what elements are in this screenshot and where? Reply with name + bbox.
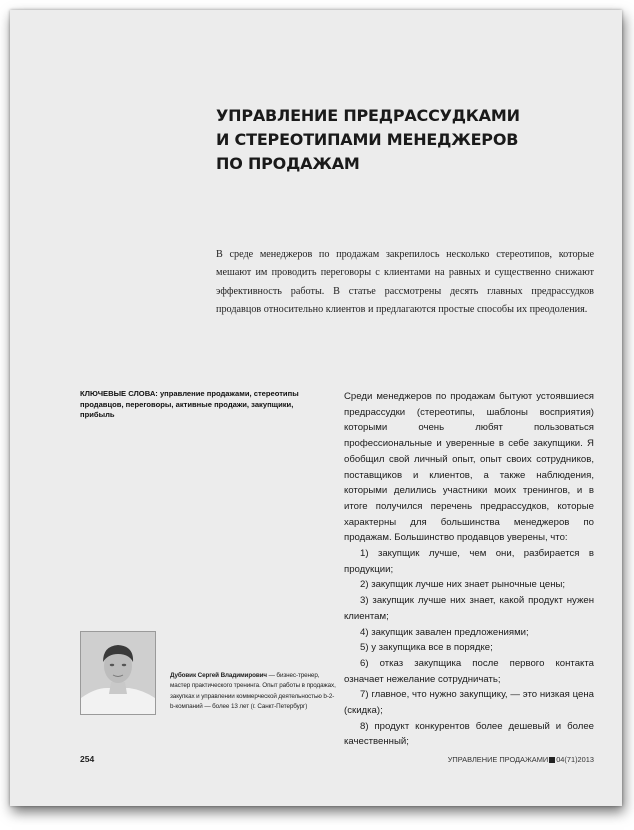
page-number: 254 <box>80 754 95 764</box>
article-title-line: И СТЕРЕОТИПАМИ МЕНЕДЖЕРОВ <box>216 130 519 149</box>
author-bio: — бизнес-тренер, мастер практического тренинга. Опыт работы в продажах, закупках и управлении коммерческой деятельностью b-2-b-компаний — более 13 лет (г. Санкт-Петербург) <box>170 672 336 711</box>
journal-name: УПРАВЛЕНИЕ ПРОДАЖАМИ <box>447 755 549 764</box>
article-lead: В среде менеджеров по продажам закрепилось несколько стереотипов, которые мешают им проводить переговоры с клиентами на равных и существенно снижают эффективность работы. В статье рассмотрены десять главных предрассудков продавцов относительно клиентов и предлагаются простые способы их преодоления. <box>216 249 594 315</box>
journal-page <box>10 10 622 806</box>
issue-number: 04(71)2013 <box>556 755 594 764</box>
keywords-block <box>80 389 310 421</box>
author-portrait-image <box>81 632 155 714</box>
list-item: 8) продукт конкурентов более дешевый и более качественный; <box>344 720 594 748</box>
list-item: 5) у закупщика все в порядке; <box>360 642 493 654</box>
list-item: 7) главное, что нужно закупщику, — это низкая цена (скидка); <box>344 689 594 717</box>
article-title-line: УПРАВЛЕНИЕ ПРЕДРАССУДКАМИ <box>216 106 520 125</box>
list-item: 4) закупщик завален предложениями; <box>360 626 529 638</box>
article-title <box>216 104 536 176</box>
running-footer <box>410 755 594 764</box>
body-intro: Среди менеджеров по продажам бытуют устоявшиеся предрассудки (стереотипы, шаблоны восприятия) которыми очень любят пользоваться профессиональные и уверенные в себе закупщики. Я обобщил свой личный опыт, опыт своих сотрудников, поставщиков и клиентов, а также наблюдения, которыми делились участники моих тренингов, и в итоге получился перечень предрассудков, которые характерны для большинства менеджеров по продажам. Большинство продавцов уверены, что: <box>344 391 594 544</box>
keywords-list: управление продажами, стереотипы продавцов, переговоры, активные продажи, закупщики, прибыль <box>80 389 299 420</box>
list-item: 3) закупщик лучше них знает, какой продукт нужен клиентам; <box>344 595 594 622</box>
keywords-label: КЛЮЧЕВЫЕ СЛОВА: <box>80 389 158 398</box>
square-separator-icon <box>549 757 555 763</box>
article-body <box>344 389 594 750</box>
list-item: 2) закупщик лучше них знает рыночные цены; <box>360 579 566 591</box>
list-item: 1) закупщик лучше, чем они, разбирается в продукции; <box>344 548 594 575</box>
article-title-line: ПО ПРОДАЖАМ <box>216 154 360 173</box>
list-item: 6) отказ закупщика после первого контакта означает нежелание сотрудничать; <box>344 657 594 685</box>
author-info <box>170 671 338 713</box>
prejudice-list <box>344 546 594 750</box>
author-name: Дубовик Сергей Владимирович <box>170 672 267 679</box>
author-photo <box>80 631 156 715</box>
